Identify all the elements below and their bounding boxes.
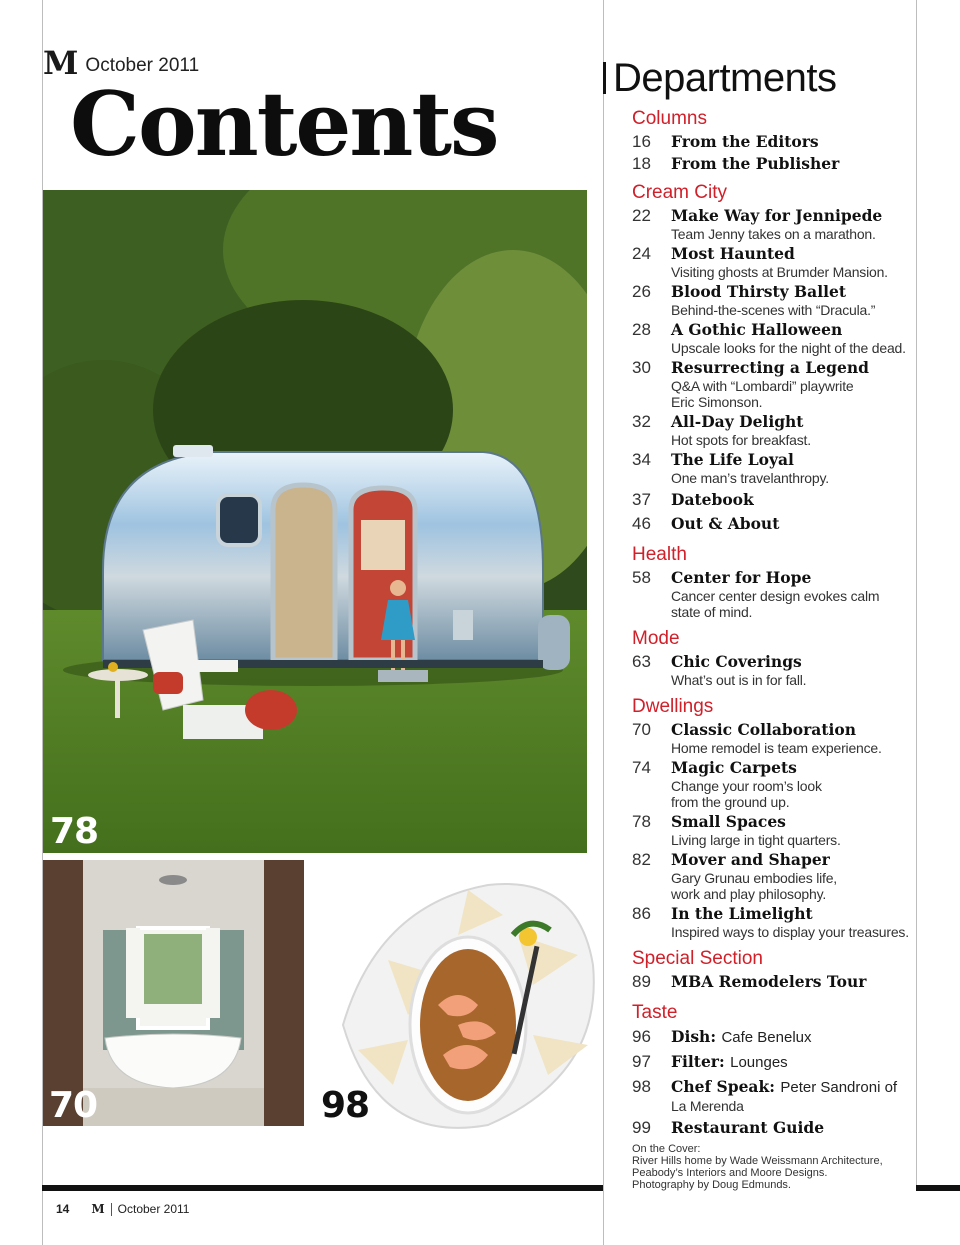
- section-cream-city: Cream City: [632, 182, 728, 203]
- entry-title: Classic Collaboration: [671, 720, 856, 739]
- toc-entry[interactable]: [632, 244, 912, 280]
- entry-description: Living large in tight quarters.: [671, 832, 841, 848]
- entry-page: 78: [632, 812, 651, 831]
- toc-entry[interactable]: [632, 972, 912, 992]
- folio-page-number: 14: [56, 1202, 70, 1216]
- entry-description: Cancer center design evokes calm: [671, 588, 880, 604]
- trailer-page-number: 78: [50, 811, 99, 852]
- entry-page: 28: [632, 320, 651, 339]
- entry-description: Team Jenny takes on a marathon.: [671, 226, 876, 242]
- entry-title: Out & About: [671, 514, 780, 533]
- entry-description: La Merenda: [671, 1098, 744, 1114]
- toc-entry[interactable]: [632, 132, 912, 152]
- entry-title: Make Way for Jennipede: [671, 206, 883, 225]
- entry-page: 32: [632, 412, 651, 431]
- cover-credit-line: River Hills home by Wade Weissmann Architecture,: [632, 1155, 883, 1167]
- entry-page: 37: [632, 490, 651, 509]
- footer-bar: [42, 1185, 603, 1191]
- entry-page: 26: [632, 282, 651, 301]
- cover-credit-line: Peabody’s Interiors and Moore Designs.: [632, 1167, 828, 1179]
- cover-credit-line: Photography by Doug Edmunds.: [632, 1179, 791, 1191]
- toc-entry[interactable]: [632, 850, 912, 902]
- section-dwellings: Dwellings: [632, 696, 714, 717]
- entry-title: Restaurant Guide: [671, 1118, 825, 1137]
- page-title: Contents: [70, 72, 498, 176]
- issue-date: October 2011: [85, 55, 200, 76]
- toc-entry[interactable]: [632, 206, 912, 242]
- toc-entry[interactable]: [632, 412, 912, 448]
- toc-entry[interactable]: [632, 568, 912, 620]
- entry-description: Upscale looks for the night of the dead.: [671, 340, 906, 356]
- toc-entry[interactable]: [632, 450, 912, 486]
- entry-title: Center for Hope: [671, 568, 812, 587]
- entry-title: Resurrecting a Legend: [671, 358, 869, 377]
- entry-page: 58: [632, 568, 651, 587]
- entry-title: All-Day Delight: [671, 412, 804, 431]
- entry-description: Eric Simonson.: [671, 394, 763, 410]
- entry-page: 18: [632, 154, 651, 173]
- footer-date: October 2011: [117, 1202, 190, 1216]
- entry-page: 24: [632, 244, 651, 263]
- footer-divider: [111, 1203, 112, 1216]
- section-special: Special Section: [632, 948, 763, 969]
- entry-title: Datebook: [671, 490, 754, 509]
- toc-entry[interactable]: [632, 1077, 912, 1114]
- toc-entry[interactable]: [632, 1052, 912, 1073]
- entry-title: The Life Loyal: [671, 450, 794, 469]
- entry-page: 86: [632, 904, 651, 923]
- departments-heading: Departments: [613, 56, 837, 100]
- toc-entry[interactable]: [632, 514, 912, 534]
- entry-description: state of mind.: [671, 604, 753, 620]
- entry-page: 34: [632, 450, 651, 469]
- toc-entry[interactable]: [632, 652, 912, 688]
- magazine-logo: M: [43, 44, 78, 82]
- entry-subtitle: Lounges: [730, 1054, 788, 1071]
- right-margin-rule: [916, 0, 917, 1190]
- entry-subtitle: Cafe Benelux: [721, 1029, 812, 1046]
- entry-page: 16: [632, 132, 651, 151]
- toc-entry[interactable]: [632, 812, 912, 848]
- entry-page: 63: [632, 652, 651, 671]
- entry-title: Filter:: [671, 1052, 725, 1071]
- departments-list: [632, 108, 912, 1138]
- section-taste: Taste: [632, 1002, 678, 1023]
- entry-description: work and play philosophy.: [671, 886, 827, 902]
- section-mode: Mode: [632, 628, 680, 649]
- toc-entry[interactable]: [632, 490, 912, 510]
- entry-title: Small Spaces: [671, 812, 786, 831]
- entry-page: 89: [632, 972, 651, 991]
- entry-subtitle: Peter Sandroni of: [780, 1079, 898, 1096]
- entry-title: Blood Thirsty Ballet: [671, 282, 846, 301]
- entry-title: Most Haunted: [671, 244, 795, 263]
- departments-bar: [603, 62, 606, 94]
- footer-logo: M: [91, 1202, 105, 1216]
- toc-entry[interactable]: [632, 154, 912, 174]
- page-footer: [56, 1202, 189, 1216]
- entry-description: What’s out is in for fall.: [671, 672, 807, 688]
- entry-page: 82: [632, 850, 651, 869]
- section-columns: Columns: [632, 108, 707, 129]
- cover-credit: [632, 1143, 912, 1191]
- entry-title: In the Limelight: [671, 904, 813, 923]
- entry-title: Magic Carpets: [671, 758, 797, 777]
- bath-page-number: 70: [49, 1085, 98, 1126]
- toc-entry[interactable]: [632, 320, 912, 356]
- entry-description: Home remodel is team experience.: [671, 740, 882, 756]
- toc-entry[interactable]: [632, 1118, 912, 1138]
- column-divider-rule: [603, 0, 604, 1245]
- toc-entry[interactable]: [632, 758, 912, 810]
- entry-title: Chic Coverings: [671, 652, 802, 671]
- section-health: Health: [632, 544, 687, 565]
- entry-description: Q&A with “Lombardi” playwrite: [671, 378, 854, 394]
- entry-title: A Gothic Halloween: [671, 320, 843, 339]
- entry-title: Mover and Shaper: [671, 850, 830, 869]
- entry-description: Inspired ways to display your treasures.: [671, 924, 909, 940]
- cover-credit-line: On the Cover:: [632, 1143, 701, 1155]
- entry-page: 46: [632, 514, 651, 533]
- toc-entry[interactable]: [632, 1027, 912, 1048]
- entry-page: 70: [632, 720, 651, 739]
- entry-description: Change your room’s look: [671, 778, 822, 794]
- toc-entry[interactable]: [632, 720, 912, 756]
- entry-page: 98: [632, 1077, 651, 1096]
- entry-description: One man’s travelanthropy.: [671, 470, 829, 486]
- food-page-number: 98: [321, 1085, 370, 1126]
- entry-description: Hot spots for breakfast.: [671, 432, 811, 448]
- footer-bar-right: [916, 1185, 960, 1191]
- entry-page: 96: [632, 1027, 651, 1046]
- entry-title: Chef Speak:: [671, 1077, 775, 1096]
- airstream-trailer-photo: [43, 190, 587, 853]
- toc-entry[interactable]: [632, 904, 912, 940]
- entry-title: From the Publisher: [671, 154, 840, 173]
- toc-entry[interactable]: [632, 282, 912, 318]
- entry-title: From the Editors: [671, 132, 819, 151]
- entry-description: Behind-the-scenes with “Dracula.”: [671, 302, 876, 318]
- toc-entry[interactable]: [632, 358, 912, 410]
- entry-page: 97: [632, 1052, 651, 1071]
- entry-page: 99: [632, 1118, 651, 1137]
- entry-description: from the ground up.: [671, 794, 790, 810]
- entry-page: 22: [632, 206, 651, 225]
- entry-title: MBA Remodelers Tour: [671, 972, 867, 991]
- entry-description: Visiting ghosts at Brumder Mansion.: [671, 264, 888, 280]
- entry-description: Gary Grunau embodies life,: [671, 870, 837, 886]
- entry-page: 30: [632, 358, 651, 377]
- entry-title: Dish:: [671, 1027, 717, 1046]
- entry-page: 74: [632, 758, 651, 777]
